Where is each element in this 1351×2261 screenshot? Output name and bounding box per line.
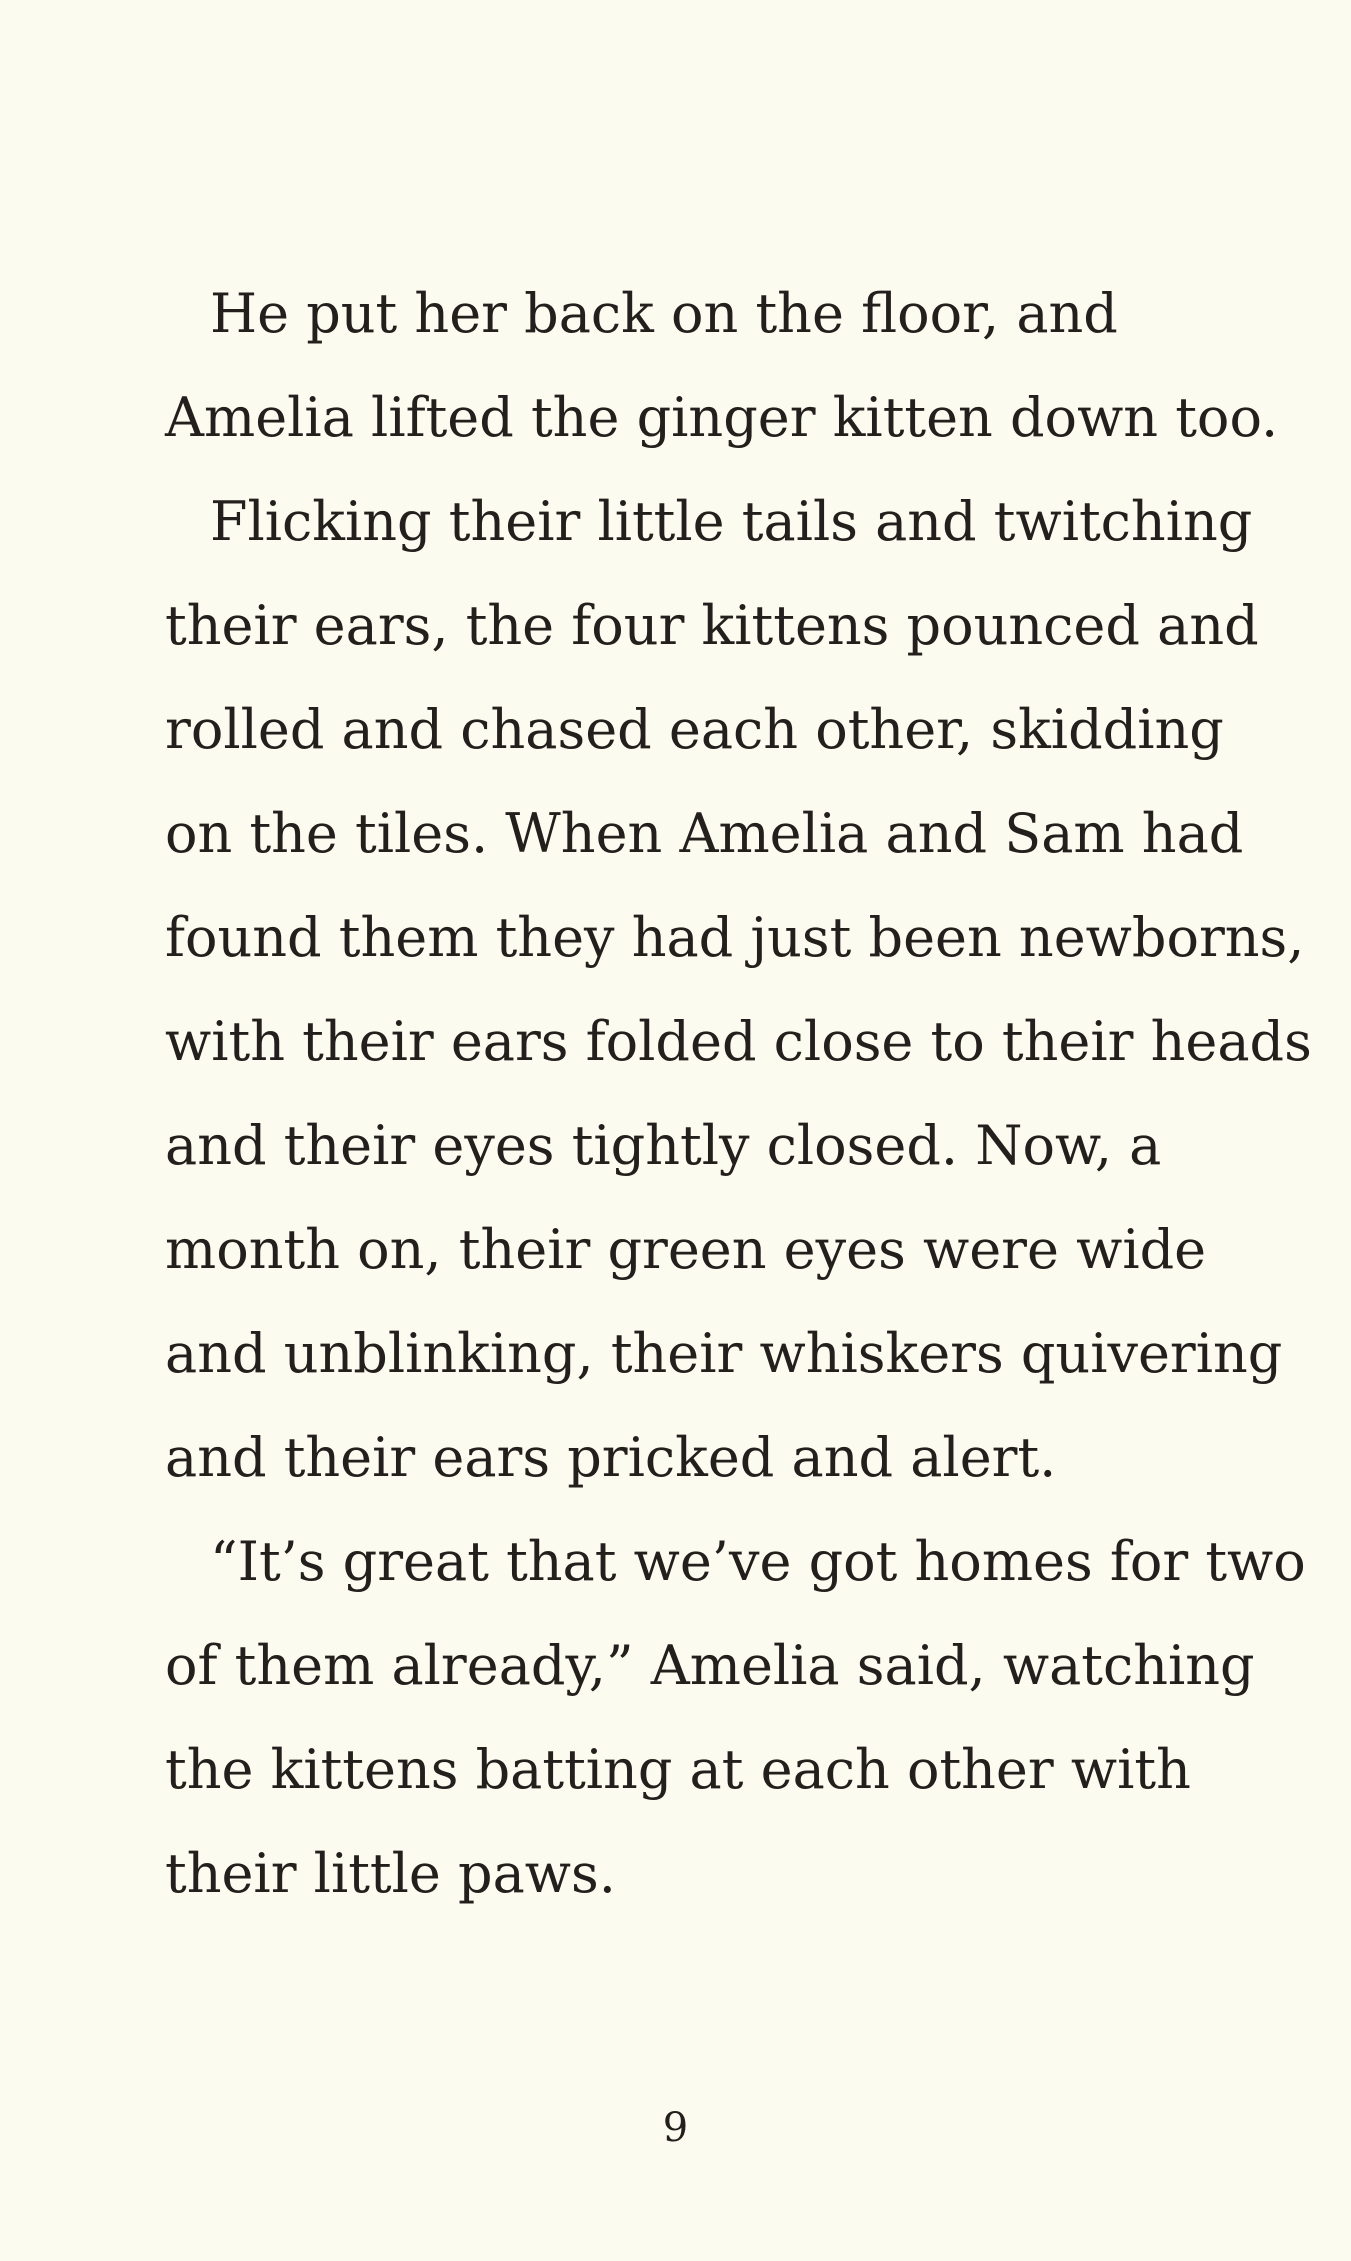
- text-line: the kittens batting at each other with: [165, 1738, 1191, 1801]
- text-line: “It’s great that we’ve got homes for two: [210, 1530, 1306, 1593]
- text-line: their ears, the four kittens pounced and: [165, 594, 1259, 657]
- text-line: with their ears folded close to their heads: [165, 1010, 1312, 1073]
- text-line: rolled and chased each other, skidding: [165, 698, 1224, 761]
- text-line: and their ears pricked and alert.: [165, 1426, 1057, 1489]
- text-line: on the tiles. When Amelia and Sam had: [165, 802, 1244, 865]
- text-line: month on, their green eyes were wide: [165, 1218, 1207, 1281]
- text-line: Amelia lifted the ginger kitten down too.: [165, 386, 1279, 449]
- text-line: Flicking their little tails and twitching: [210, 490, 1253, 553]
- text-line: of them already,” Amelia said, watching: [165, 1634, 1255, 1697]
- text-line: found them they had just been newborns,: [165, 906, 1305, 969]
- body-text: [165, 262, 1312, 1926]
- text-line: and their eyes tightly closed. Now, a: [165, 1114, 1162, 1177]
- text-line: their little paws.: [165, 1842, 616, 1905]
- page-number: 9: [662, 2105, 689, 2151]
- text-line: He put her back on the floor, and: [210, 282, 1118, 345]
- text-line: and unblinking, their whiskers quivering: [165, 1322, 1283, 1385]
